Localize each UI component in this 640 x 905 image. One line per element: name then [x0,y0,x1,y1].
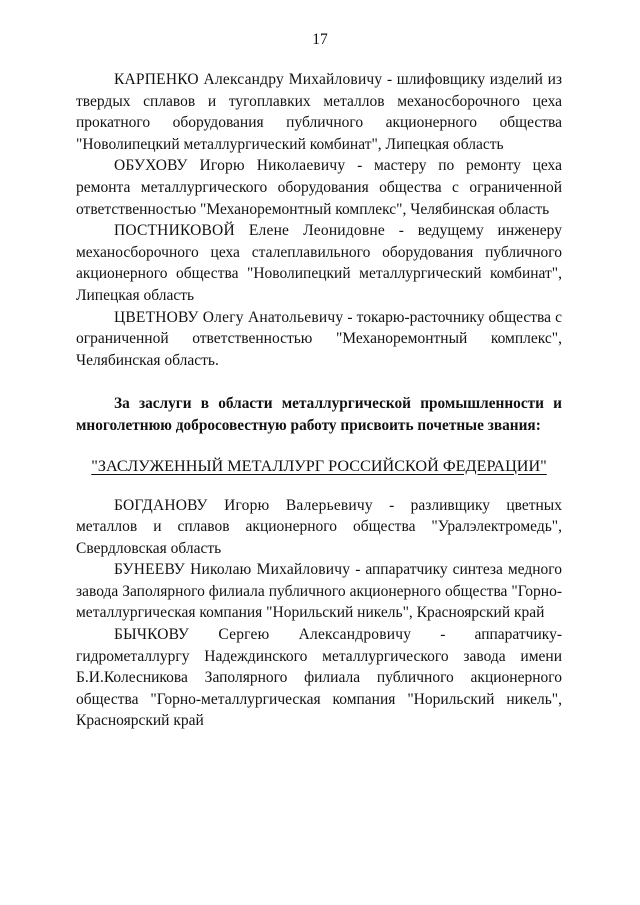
entry-paragraph [76,220,562,306]
person-name: ПОСТНИКОВОЙ Елене Леонидовне [114,222,385,240]
entry-text: - токарю-расточнику общества с ограниченной ответственностью "Механоремонтный комплекс", Челябинская область. [76,308,563,369]
honorary-title: "ЗАСЛУЖЕННЫЙ МЕТАЛЛУРГ РОССИЙСКОЙ ФЕДЕРАЦИИ" [91,456,547,475]
entry-paragraph [76,495,562,560]
entry-text: - разливщику цветных металлов и сплавов акционерного общества "Уралэлектромедь", Свердловская область [76,496,562,557]
entry-text: - ведущему инженеру механосборочного цеха сталеплавильного оборудования публичного акционерного общества "Новолипецкий металлургический комбинат", Липецкая область [76,222,562,304]
entry-text: - шлифовщику изделий из твердых сплавов и тугоплавких металлов механосборочного цеха прокатного оборудования публичного акционерного общества "Новолипецкий металлургический комбинат", Липецкая область [76,71,562,153]
entry-paragraph [76,559,562,624]
award-heading: За заслуги в области металлургической промышленности и многолетнюю добросовестную работу присвоить почетные звания: [76,395,562,434]
entry-paragraph [76,69,562,155]
person-name: БОГДАНОВУ Игорю Валерьевичу [114,496,373,514]
entry-paragraph [76,307,562,372]
person-name: ОБУХОВУ Игорю Николаевичу [114,157,346,175]
entry-text: - аппаратчику-гидрометаллургу Надеждинского металлургического завода имени Б.И.Колесникова Заполярного филиала публичного акционерного общества "Горно-металлургическая компания "Норильский никель", Красноярский край [76,626,562,730]
document-body [76,69,562,732]
entry-paragraph [76,155,562,220]
person-name: БЫЧКОВУ Сергею Александровичу [114,626,412,644]
entry-text: - аппаратчику синтеза медного завода Заполярного филиала публичного акционерного общества "Горно-металлургическая компания "Норильский никель", Красноярский край [76,561,562,622]
page-number: 17 [312,31,328,48]
person-name: БУНЕЕВУ Николаю Михайловичу [114,561,351,579]
person-name: КАРПЕНКО Александру Михайловичу [114,71,383,88]
entry-paragraph [76,624,562,732]
entry-text: - мастеру по ремонту цеха ремонта металлургического оборудования общества с ограниченной ответственностью "Механоремонтный комплекс", Челябинская область [76,157,562,218]
person-name: ЦВЕТНОВУ Олегу Анатольевичу [114,308,344,326]
